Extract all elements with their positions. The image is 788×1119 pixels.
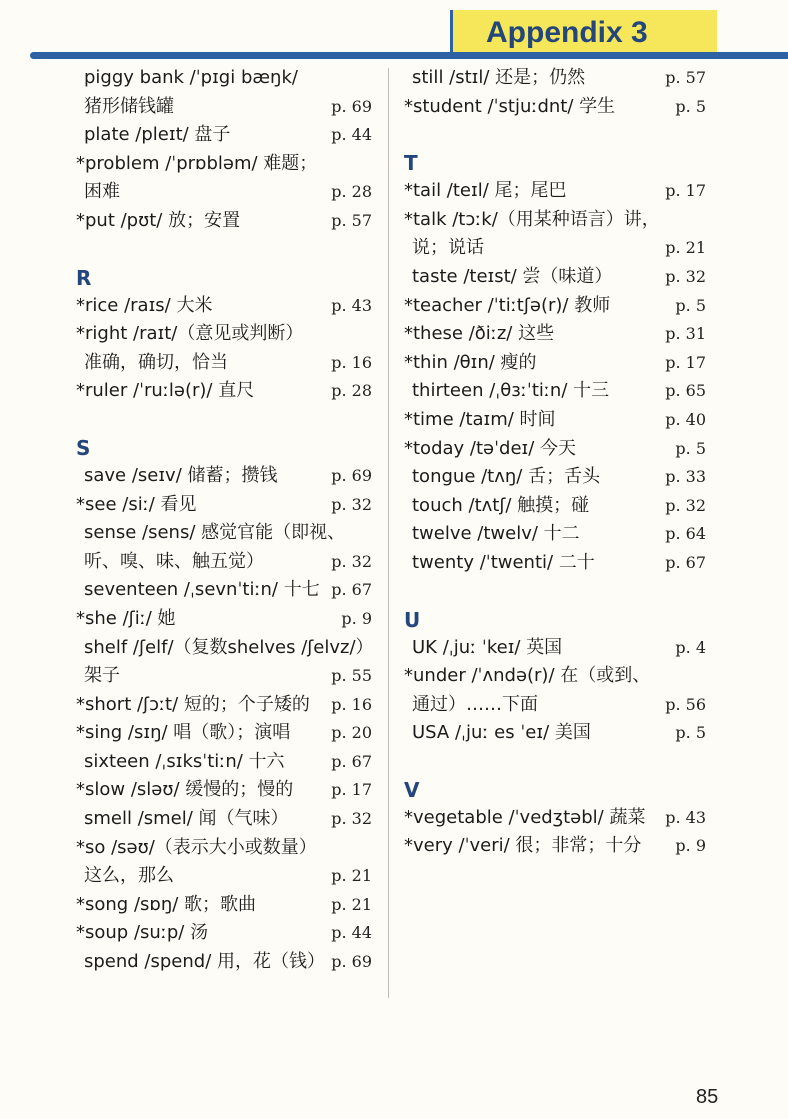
entry-page-ref: p. 44 <box>331 923 372 943</box>
entry-headword-line: seventeen /ˌsevnˈtiːn/ 十七 <box>84 579 320 601</box>
entry-headword-line: *under /ˈʌndə(r)/ 在（或到、 <box>404 665 651 687</box>
entry-page-ref: p. 16 <box>331 694 372 714</box>
entry-page-ref: p. 17 <box>665 352 706 372</box>
spacer <box>404 748 706 776</box>
right-top-entries <box>404 64 706 121</box>
entry-headword-line: *thin /θɪn/ 瘦的 <box>404 351 537 373</box>
glossary-entry <box>76 519 372 576</box>
entry-page-ref: p. 69 <box>331 465 372 485</box>
entry-page-ref: p. 43 <box>665 807 706 827</box>
glossary-entry <box>76 121 372 150</box>
entry-page-ref: p. 9 <box>341 608 372 628</box>
entry-page-ref: p. 31 <box>665 324 706 344</box>
entry-page-ref: p. 5 <box>675 96 706 116</box>
entry-headword-line: *these /ðiːz/ 这些 <box>404 323 555 345</box>
entry-page-ref: p. 32 <box>331 551 372 571</box>
glossary-entry <box>404 719 706 748</box>
entry-page-ref: p. 55 <box>331 666 372 686</box>
entry-page-ref: p. 17 <box>331 780 372 800</box>
entry-page-ref: p. 21 <box>331 866 372 886</box>
glossary-entry <box>76 691 372 720</box>
entry-headword-line: tongue /tʌŋ/ 舌；舌头 <box>412 466 601 488</box>
entry-headword-line: *she /ʃiː/ 她 <box>76 607 176 629</box>
entry-headword-line: *rice /raɪs/ 大米 <box>76 294 213 316</box>
glossary-entry <box>76 64 372 121</box>
entry-headword-line: *student /ˈstjuːdnt/ 学生 <box>404 95 616 117</box>
entry-headword-line: *talk /tɔːk/（用某种语言）讲， <box>404 208 660 230</box>
entry-headword-line: *vegetable /ˈvedʒtəbl/ 蔬菜 <box>404 806 646 828</box>
entry-page-ref: p. 57 <box>331 210 372 230</box>
entry-continuation-line: 说；说话 <box>412 237 484 259</box>
entry-headword-line: *short /ʃɔːt/ 短的；个子矮的 <box>76 693 310 715</box>
entry-headword-line: smell /smel/ 闻（气味） <box>84 808 289 830</box>
entry-headword-line: *slow /sləʊ/ 缓慢的；慢的 <box>76 779 294 801</box>
glossary-entry <box>404 832 706 861</box>
spacer <box>404 578 706 606</box>
section-s-entries <box>76 462 372 977</box>
entry-continuation-line: 听、嗅、味、触五觉） <box>84 550 264 572</box>
section-letter-u: U <box>404 607 421 632</box>
entry-continuation-line: 困难 <box>84 181 120 203</box>
entry-headword-line: *soup /suːp/ 汤 <box>76 922 209 944</box>
spacer <box>76 236 372 264</box>
section-r-entries <box>76 292 372 406</box>
right-column <box>404 64 706 861</box>
entry-headword-line: USA /ˌjuː es ˈeɪ/ 美国 <box>412 722 591 744</box>
entry-page-ref: p. 32 <box>331 809 372 829</box>
glossary-entry <box>76 320 372 377</box>
left-column <box>76 64 372 977</box>
entry-headword-line: still /stɪl/ 还是；仍然 <box>412 67 586 88</box>
entry-headword-line: *so /səʊ/（表示大小或数量） <box>76 836 317 858</box>
entry-page-ref: p. 56 <box>665 694 706 714</box>
glossary-entry <box>404 463 706 492</box>
entry-headword-line: *ruler /ˈruːlə(r)/ 直尺 <box>76 380 255 402</box>
entry-headword-line: thirteen /ˌθɜːˈtiːn/ 十三 <box>412 380 610 402</box>
entry-headword-line: shelf /ʃelf/（复数shelves /ʃelvz/） <box>84 636 374 658</box>
entry-page-ref: p. 4 <box>675 637 706 657</box>
entry-continuation-line: 准确，确切，恰当 <box>84 351 228 373</box>
entry-page-ref: p. 28 <box>331 182 372 202</box>
entry-page-ref: p. 5 <box>675 438 706 458</box>
entry-page-ref: p. 20 <box>331 723 372 743</box>
entry-continuation-line: 通过）……下面 <box>412 693 538 715</box>
glossary-entry <box>76 491 372 520</box>
glossary-entry <box>404 206 706 263</box>
glossary-entry <box>404 64 706 93</box>
glossary-entry <box>76 150 372 207</box>
entry-page-ref: p. 9 <box>675 836 706 856</box>
entry-headword-line: sixteen /ˌsɪksˈtiːn/ 十六 <box>84 750 285 772</box>
glossary-entry <box>76 634 372 691</box>
glossary-entry <box>76 605 372 634</box>
entry-headword-line: UK /ˌjuː ˈkeɪ/ 英国 <box>412 636 563 658</box>
glossary-entry <box>76 776 372 805</box>
glossary-entry <box>404 492 706 521</box>
entry-headword-line: *tail /teɪl/ 尾；尾巴 <box>404 180 567 202</box>
entry-headword-line: twenty /ˈtwenti/ 二十 <box>412 551 595 573</box>
entry-page-ref: p. 28 <box>331 381 372 401</box>
glossary-entry <box>404 549 706 578</box>
section-letter-t: T <box>404 151 418 176</box>
entry-headword-line: spend /spend/ 用，花（钱） <box>84 951 325 973</box>
entry-page-ref: p. 67 <box>331 580 372 600</box>
glossary-entry <box>404 349 706 378</box>
glossary-entry <box>76 292 372 321</box>
entry-page-ref: p. 5 <box>675 295 706 315</box>
entry-headword-line: taste /teɪst/ 尝（味道） <box>412 265 613 287</box>
entry-page-ref: p. 32 <box>665 266 706 286</box>
entry-headword-line: touch /tʌtʃ/ 触摸；碰 <box>412 494 590 516</box>
glossary-entry <box>404 377 706 406</box>
entry-continuation-line: 猪形储钱罐 <box>84 95 174 117</box>
entry-headword-line: twelve /twelv/ 十二 <box>412 523 580 545</box>
entry-headword-line: sense /sens/ 感觉官能（即视、 <box>84 522 346 544</box>
entry-page-ref: p. 65 <box>665 381 706 401</box>
section-letter-r: R <box>76 265 92 290</box>
page-number: 85 <box>696 1086 719 1108</box>
section-v-entries <box>404 804 706 861</box>
glossary-entry <box>404 292 706 321</box>
glossary-entry <box>404 435 706 464</box>
glossary-entry <box>404 177 706 206</box>
section-letter-v: V <box>404 777 420 802</box>
column-divider <box>388 68 389 998</box>
entry-page-ref: p. 67 <box>665 552 706 572</box>
glossary-entry <box>404 662 706 719</box>
glossary-entry <box>76 719 372 748</box>
page-title: Appendix 3 <box>486 16 648 49</box>
entry-continuation-line: 这么，那么 <box>84 865 174 887</box>
entry-headword-line: plate /pleɪt/ 盘子 <box>84 124 231 146</box>
entry-headword-line: *see /siː/ 看见 <box>76 493 197 515</box>
glossary-entry <box>76 748 372 777</box>
entry-page-ref: p. 16 <box>331 352 372 372</box>
entry-headword-line: *teacher /ˈtiːtʃə(r)/ 教师 <box>404 294 611 316</box>
entry-page-ref: p. 69 <box>331 96 372 116</box>
entry-page-ref: p. 5 <box>675 723 706 743</box>
entry-continuation-line: 架子 <box>84 665 120 687</box>
left-top-entries <box>76 64 372 236</box>
glossary-entry <box>76 805 372 834</box>
section-t-entries <box>404 177 706 577</box>
glossary-entry <box>76 576 372 605</box>
entry-headword-line: save /seɪv/ 储蓄；攒钱 <box>84 464 278 486</box>
glossary-entry <box>404 320 706 349</box>
glossary-entry <box>76 948 372 977</box>
entry-page-ref: p. 69 <box>331 952 372 972</box>
spacer <box>76 406 372 434</box>
entry-headword-line: *very /ˈveri/ 很；非常；十分 <box>404 835 642 857</box>
spacer <box>404 121 706 149</box>
glossary-entry <box>76 834 372 891</box>
entry-headword-line: *put /pʊt/ 放；安置 <box>76 209 241 231</box>
entry-headword-line: *right /raɪt/（意见或判断） <box>76 323 304 345</box>
entry-headword-line: piggy bank /ˈpɪgi bæŋk/ <box>84 67 298 88</box>
glossary-entry <box>404 406 706 435</box>
glossary-entry <box>404 263 706 292</box>
entry-page-ref: p. 21 <box>331 894 372 914</box>
entry-page-ref: p. 43 <box>331 295 372 315</box>
entry-page-ref: p. 32 <box>331 494 372 514</box>
glossary-entry <box>404 93 706 122</box>
glossary-entry <box>76 377 372 406</box>
glossary-entry <box>404 634 706 663</box>
glossary-entry <box>76 919 372 948</box>
entry-headword-line: *sing /sɪŋ/ 唱（歌）；演唱 <box>76 722 291 744</box>
entry-page-ref: p. 17 <box>665 181 706 201</box>
entry-headword-line: *song /sɒŋ/ 歌；歌曲 <box>76 893 257 915</box>
entry-page-ref: p. 32 <box>665 495 706 515</box>
entry-page-ref: p. 67 <box>331 751 372 771</box>
glossary-entry <box>76 891 372 920</box>
entry-page-ref: p. 57 <box>665 68 706 87</box>
section-u-entries <box>404 634 706 748</box>
entry-headword-line: *problem /ˈprɒbləm/ 难题； <box>76 152 318 174</box>
entry-headword-line: *time /taɪm/ 时间 <box>404 408 556 430</box>
entry-page-ref: p. 40 <box>665 409 706 429</box>
entry-headword-line: *today /təˈdeɪ/ 今天 <box>404 437 577 459</box>
glossary-entry <box>76 462 372 491</box>
glossary-entry <box>76 207 372 236</box>
entry-page-ref: p. 33 <box>665 467 706 487</box>
section-letter-s: S <box>76 435 91 460</box>
entry-page-ref: p. 21 <box>665 238 706 258</box>
glossary-entry <box>404 804 706 833</box>
glossary-entry <box>404 520 706 549</box>
header-rule <box>30 52 788 59</box>
entry-page-ref: p. 44 <box>331 125 372 145</box>
entry-page-ref: p. 64 <box>665 524 706 544</box>
